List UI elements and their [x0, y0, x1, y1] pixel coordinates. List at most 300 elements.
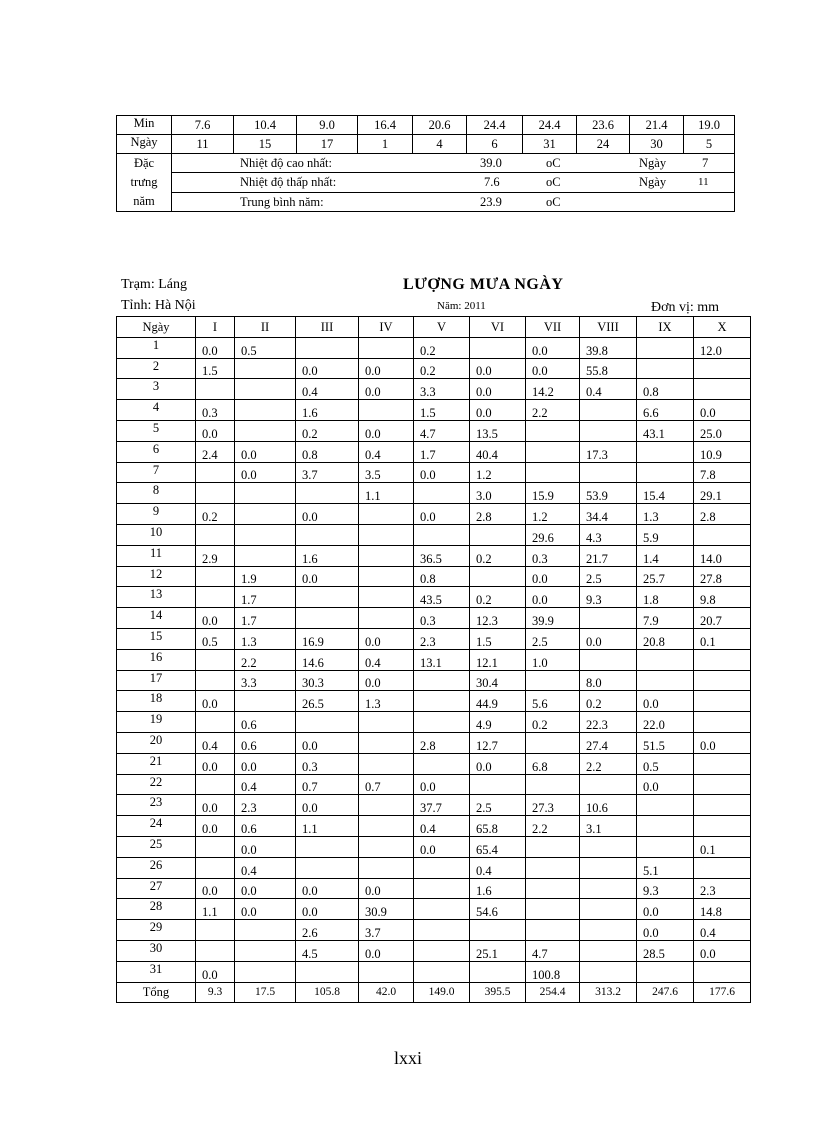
annual-mean-unit: oC: [546, 194, 561, 209]
min-day-row: [117, 135, 735, 154]
rainfall-cell: [359, 587, 414, 608]
annual-max-day: 7: [702, 156, 709, 170]
rainfall-cell: 0.0: [637, 920, 694, 941]
min-value: 9.0: [297, 116, 358, 135]
annual-min-value: 7.6: [484, 175, 500, 190]
rainfall-cell: 9.3: [637, 878, 694, 899]
day-cell: 24: [117, 816, 196, 837]
rainfall-cell: 1.3: [637, 504, 694, 525]
table-row: [117, 670, 751, 691]
rainfall-cell: 0.0: [470, 400, 526, 421]
rainfall-cell: [359, 566, 414, 587]
rainfall-cell: [359, 816, 414, 837]
rainfall-cell: 0.0: [359, 420, 414, 441]
rainfall-cell: 0.7: [359, 774, 414, 795]
rainfall-cell: 2.3: [694, 878, 751, 899]
total-cell: 313.2: [580, 982, 637, 1003]
column-header-month: IX: [637, 317, 694, 338]
rainfall-cell: 14.8: [694, 899, 751, 920]
rainfall-cell: [235, 920, 296, 941]
rainfall-cell: 0.4: [414, 816, 470, 837]
rainfall-cell: 20.8: [637, 628, 694, 649]
rainfall-cell: 25.7: [637, 566, 694, 587]
rainfall-cell: [359, 400, 414, 421]
total-label: Tổng: [117, 982, 196, 1003]
rainfall-cell: [359, 732, 414, 753]
rainfall-cell: 0.0: [359, 358, 414, 379]
min-value: 21.4: [630, 116, 684, 135]
min-row: [117, 116, 735, 135]
rainfall-cell: [580, 920, 637, 941]
rainfall-cell: [526, 732, 580, 753]
rainfall-cell: 51.5: [637, 732, 694, 753]
rainfall-cell: 2.5: [470, 795, 526, 816]
rainfall-cell: 0.0: [296, 566, 359, 587]
rainfall-cell: [235, 961, 296, 982]
table-row: [117, 587, 751, 608]
rainfall-cell: [580, 774, 637, 795]
rainfall-cell: 27.8: [694, 566, 751, 587]
rainfall-cell: [196, 566, 235, 587]
rainfall-cell: 0.4: [235, 774, 296, 795]
rainfall-cell: 0.0: [296, 899, 359, 920]
rainfall-cell: 0.0: [196, 961, 235, 982]
total-cell: 254.4: [526, 982, 580, 1003]
rainfall-cell: 0.4: [470, 857, 526, 878]
rainfall-cell: 5.6: [526, 691, 580, 712]
rainfall-cell: [296, 587, 359, 608]
rainfall-cell: 16.9: [296, 628, 359, 649]
rainfall-cell: 0.2: [580, 691, 637, 712]
rainfall-cell: 20.7: [694, 608, 751, 629]
rainfall-cell: 0.0: [296, 795, 359, 816]
rainfall-cell: 0.0: [196, 337, 235, 358]
rainfall-cell: [414, 940, 470, 961]
total-cell: 395.5: [470, 982, 526, 1003]
rainfall-cell: 0.0: [414, 462, 470, 483]
rainfall-cell: [526, 774, 580, 795]
rainfall-cell: 2.3: [414, 628, 470, 649]
rainfall-cell: 39.9: [526, 608, 580, 629]
min-value: 7.6: [172, 116, 234, 135]
rainfall-cell: 4.7: [414, 420, 470, 441]
rainfall-cell: 5.1: [637, 857, 694, 878]
rainfall-cell: 0.0: [235, 753, 296, 774]
rainfall-cell: 29.1: [694, 483, 751, 504]
rainfall-cell: 2.8: [414, 732, 470, 753]
rainfall-cell: 0.0: [235, 462, 296, 483]
rainfall-cell: 0.0: [470, 753, 526, 774]
day-cell: 31: [117, 961, 196, 982]
rainfall-cell: [414, 878, 470, 899]
page-title: LƯỢNG MƯA NGÀY: [403, 276, 564, 293]
rainfall-cell: 2.2: [526, 400, 580, 421]
unit-label: Đơn vị: mm: [651, 300, 720, 315]
rainfall-cell: [580, 940, 637, 961]
annual-mean-cell: [172, 192, 735, 211]
day-cell: 25: [117, 836, 196, 857]
annual-min-row: [117, 173, 735, 192]
table-row: [117, 899, 751, 920]
rainfall-cell: 14.6: [296, 649, 359, 670]
rainfall-cell: 0.0: [637, 774, 694, 795]
rainfall-cell: 0.0: [196, 795, 235, 816]
table-row: [117, 920, 751, 941]
table-header-row: [117, 317, 751, 338]
rainfall-cell: [637, 337, 694, 358]
annual-mean-value: 23.9: [480, 194, 502, 209]
rainfall-cell: 30.9: [359, 899, 414, 920]
rainfall-cell: 3.7: [359, 920, 414, 941]
table-row: [117, 545, 751, 566]
min-day-value: 15: [234, 135, 297, 154]
rainfall-cell: 29.6: [526, 524, 580, 545]
rainfall-cell: 55.8: [580, 358, 637, 379]
rainfall-cell: 1.1: [296, 816, 359, 837]
annual-min-cell: [172, 173, 735, 192]
day-cell: 12: [117, 566, 196, 587]
rainfall-cell: [359, 857, 414, 878]
day-cell: 15: [117, 628, 196, 649]
rainfall-cell: [196, 774, 235, 795]
rainfall-cell: 0.0: [359, 940, 414, 961]
min-day-value: 5: [684, 135, 735, 154]
rainfall-cell: [470, 337, 526, 358]
rainfall-cell: [196, 712, 235, 733]
day-cell: 20: [117, 732, 196, 753]
table-row: [117, 441, 751, 462]
rainfall-cell: [235, 358, 296, 379]
annual-max-day-label: Ngày: [639, 156, 667, 170]
total-row: [117, 982, 751, 1003]
rainfall-cell: [637, 670, 694, 691]
table-row: [117, 462, 751, 483]
day-cell: 26: [117, 857, 196, 878]
rainfall-cell: [526, 878, 580, 899]
annual-min-label: Nhiệt độ thấp nhất:: [240, 175, 337, 190]
rainfall-cell: 0.0: [637, 899, 694, 920]
rainfall-cell: 15.4: [637, 483, 694, 504]
annual-mean-label: Trung bình năm:: [240, 194, 324, 209]
rainfall-cell: 0.5: [196, 628, 235, 649]
day-cell: 29: [117, 920, 196, 941]
rainfall-cell: 1.6: [296, 400, 359, 421]
table-row: [117, 608, 751, 629]
rainfall-cell: [470, 920, 526, 941]
rainfall-cell: 1.1: [359, 483, 414, 504]
rainfall-cell: 2.9: [196, 545, 235, 566]
rainfall-cell: 0.0: [526, 337, 580, 358]
rainfall-cell: 0.4: [580, 379, 637, 400]
day-cell: 6: [117, 441, 196, 462]
rainfall-cell: 2.8: [694, 504, 751, 525]
rainfall-cell: 40.4: [470, 441, 526, 462]
rainfall-cell: [359, 524, 414, 545]
rainfall-cell: [196, 649, 235, 670]
day-cell: 1: [117, 337, 196, 358]
rainfall-cell: [196, 462, 235, 483]
table-row: [117, 691, 751, 712]
rainfall-cell: 1.2: [470, 462, 526, 483]
rainfall-cell: 2.6: [296, 920, 359, 941]
day-cell: 10: [117, 524, 196, 545]
min-label: Min: [117, 116, 172, 135]
rainfall-cell: [526, 670, 580, 691]
column-header-day: Ngày: [117, 317, 196, 338]
table-row: [117, 753, 751, 774]
daily-rainfall-table: [116, 316, 751, 1003]
rainfall-cell: 12.0: [694, 337, 751, 358]
table-row: [117, 732, 751, 753]
rainfall-cell: [580, 462, 637, 483]
rainfall-cell: 27.4: [580, 732, 637, 753]
rainfall-cell: 43.5: [414, 587, 470, 608]
rainfall-cell: 12.1: [470, 649, 526, 670]
rainfall-cell: [359, 545, 414, 566]
rainfall-cell: [414, 857, 470, 878]
rainfall-cell: 28.5: [637, 940, 694, 961]
table-row: [117, 420, 751, 441]
rainfall-cell: [235, 420, 296, 441]
rainfall-cell: [359, 712, 414, 733]
rainfall-cell: [637, 358, 694, 379]
rainfall-cell: 9.3: [580, 587, 637, 608]
total-cell: 177.6: [694, 982, 751, 1003]
total-cell: 42.0: [359, 982, 414, 1003]
rainfall-cell: 0.0: [470, 358, 526, 379]
rainfall-cell: 0.6: [235, 732, 296, 753]
rainfall-cell: [637, 462, 694, 483]
total-cell: 149.0: [414, 982, 470, 1003]
table-row: [117, 961, 751, 982]
column-header-month: III: [296, 317, 359, 338]
rainfall-cell: 0.1: [694, 836, 751, 857]
rainfall-cell: 1.8: [637, 587, 694, 608]
rainfall-cell: [580, 961, 637, 982]
rainfall-cell: [414, 524, 470, 545]
rainfall-cell: 43.1: [637, 420, 694, 441]
rainfall-cell: 65.8: [470, 816, 526, 837]
rainfall-cell: [470, 566, 526, 587]
province-name: Tỉnh: Hà Nội: [121, 298, 196, 313]
rainfall-cell: 2.4: [196, 441, 235, 462]
temperature-summary-table: [116, 115, 735, 212]
rainfall-cell: 0.5: [235, 337, 296, 358]
rainfall-cell: [694, 712, 751, 733]
rainfall-cell: 0.0: [196, 878, 235, 899]
day-cell: 16: [117, 649, 196, 670]
rainfall-cell: 1.5: [196, 358, 235, 379]
rainfall-cell: [580, 420, 637, 441]
rainfall-cell: 9.8: [694, 587, 751, 608]
min-value: 23.6: [577, 116, 630, 135]
rainfall-cell: 1.2: [526, 504, 580, 525]
rainfall-cell: 2.2: [235, 649, 296, 670]
rainfall-cell: 4.5: [296, 940, 359, 961]
rainfall-cell: [694, 379, 751, 400]
annual-min-day: 11: [698, 176, 709, 189]
rainfall-cell: 30.3: [296, 670, 359, 691]
rainfall-cell: 25.0: [694, 420, 751, 441]
rainfall-cell: [296, 712, 359, 733]
rainfall-cell: 1.6: [470, 878, 526, 899]
table-row: [117, 774, 751, 795]
rainfall-cell: [414, 753, 470, 774]
rainfall-cell: 65.4: [470, 836, 526, 857]
rainfall-cell: 0.0: [296, 878, 359, 899]
rainfall-cell: [526, 857, 580, 878]
rainfall-cell: 0.0: [526, 358, 580, 379]
day-cell: 11: [117, 545, 196, 566]
rainfall-cell: [296, 836, 359, 857]
min-day-value: 17: [297, 135, 358, 154]
rainfall-cell: 0.0: [196, 816, 235, 837]
column-header-month: I: [196, 317, 235, 338]
rainfall-cell: [359, 961, 414, 982]
day-cell: 23: [117, 795, 196, 816]
rainfall-cell: 34.4: [580, 504, 637, 525]
annual-max-unit: oC: [546, 156, 561, 170]
rainfall-cell: 1.6: [296, 545, 359, 566]
rainfall-cell: [196, 587, 235, 608]
total-cell: 9.3: [196, 982, 235, 1003]
rainfall-cell: [580, 857, 637, 878]
rainfall-cell: 39.8: [580, 337, 637, 358]
table-row: [117, 816, 751, 837]
min-value: 20.6: [413, 116, 467, 135]
rainfall-cell: [637, 795, 694, 816]
rainfall-cell: 26.5: [296, 691, 359, 712]
rainfall-cell: 2.5: [526, 628, 580, 649]
rainfall-cell: 1.5: [470, 628, 526, 649]
rainfall-cell: 3.7: [296, 462, 359, 483]
rainfall-cell: 0.0: [296, 732, 359, 753]
table-row: [117, 649, 751, 670]
rainfall-cell: [235, 483, 296, 504]
rainfall-cell: [414, 920, 470, 941]
total-cell: 247.6: [637, 982, 694, 1003]
rainfall-cell: 0.0: [414, 836, 470, 857]
table-row: [117, 628, 751, 649]
rainfall-cell: 10.6: [580, 795, 637, 816]
rainfall-cell: 0.5: [637, 753, 694, 774]
rainfall-cell: 22.3: [580, 712, 637, 733]
day-cell: 5: [117, 420, 196, 441]
rainfall-cell: [637, 649, 694, 670]
min-day-value: 4: [413, 135, 467, 154]
rainfall-cell: 1.1: [196, 899, 235, 920]
rainfall-cell: 37.7: [414, 795, 470, 816]
rainfall-cell: 14.0: [694, 545, 751, 566]
rainfall-cell: [526, 441, 580, 462]
rainfall-cell: 0.2: [526, 712, 580, 733]
rainfall-cell: 0.0: [359, 670, 414, 691]
rainfall-cell: 53.9: [580, 483, 637, 504]
rainfall-cell: 0.0: [414, 774, 470, 795]
rainfall-cell: [580, 400, 637, 421]
rainfall-cell: 0.2: [296, 420, 359, 441]
rainfall-cell: 1.3: [235, 628, 296, 649]
rainfall-cell: [580, 649, 637, 670]
rainfall-cell: 0.0: [694, 940, 751, 961]
min-day-value: 30: [630, 135, 684, 154]
rainfall-cell: [196, 670, 235, 691]
rainfall-cell: [694, 795, 751, 816]
rainfall-cell: [296, 524, 359, 545]
rainfall-cell: 6.6: [637, 400, 694, 421]
rainfall-cell: 0.0: [359, 878, 414, 899]
rainfall-cell: 0.4: [196, 732, 235, 753]
rainfall-cell: [359, 753, 414, 774]
rainfall-cell: 0.3: [196, 400, 235, 421]
rainfall-cell: 0.0: [235, 878, 296, 899]
rainfall-cell: [414, 670, 470, 691]
table-row: [117, 504, 751, 525]
rainfall-cell: [526, 836, 580, 857]
day-cell: 9: [117, 504, 196, 525]
table-row: [117, 483, 751, 504]
rainfall-cell: [414, 712, 470, 733]
station-name: Trạm: Láng: [121, 277, 187, 292]
rainfall-cell: 100.8: [526, 961, 580, 982]
min-day-value: 1: [358, 135, 413, 154]
table-row: [117, 566, 751, 587]
total-cell: 105.8: [296, 982, 359, 1003]
day-cell: 13: [117, 587, 196, 608]
rainfall-cell: 0.2: [470, 545, 526, 566]
day-cell: 28: [117, 899, 196, 920]
rainfall-cell: [694, 816, 751, 837]
rainfall-cell: 0.0: [235, 899, 296, 920]
column-header-month: V: [414, 317, 470, 338]
rainfall-cell: 0.0: [694, 400, 751, 421]
rainfall-cell: 25.1: [470, 940, 526, 961]
rainfall-cell: 1.7: [235, 587, 296, 608]
rainfall-cell: 2.2: [526, 816, 580, 837]
rainfall-cell: 10.9: [694, 441, 751, 462]
page-number: lxxi: [393, 1048, 422, 1068]
rainfall-cell: [296, 961, 359, 982]
rainfall-cell: 2.5: [580, 566, 637, 587]
rainfall-cell: 27.3: [526, 795, 580, 816]
rainfall-cell: 12.7: [470, 732, 526, 753]
rainfall-cell: 0.3: [296, 753, 359, 774]
annual-max-value: 39.0: [480, 156, 502, 170]
rainfall-cell: 3.3: [414, 379, 470, 400]
rainfall-cell: 0.0: [470, 379, 526, 400]
rainfall-cell: [196, 857, 235, 878]
rainfall-cell: 0.0: [296, 504, 359, 525]
day-cell: 27: [117, 878, 196, 899]
table-row: [117, 712, 751, 733]
rainfall-cell: 14.2: [526, 379, 580, 400]
rainfall-cell: [470, 524, 526, 545]
rainfall-cell: 0.0: [196, 420, 235, 441]
rainfall-cell: 0.8: [637, 379, 694, 400]
rainfall-cell: 7.9: [637, 608, 694, 629]
total-cell: 17.5: [235, 982, 296, 1003]
rainfall-cell: [694, 753, 751, 774]
rainfall-cell: 0.2: [196, 504, 235, 525]
annual-max-label: Nhiệt độ cao nhất:: [240, 156, 332, 170]
day-cell: 2: [117, 358, 196, 379]
rainfall-cell: [235, 504, 296, 525]
rainfall-cell: 2.3: [235, 795, 296, 816]
rainfall-cell: 0.8: [296, 441, 359, 462]
rainfall-cell: 0.6: [235, 816, 296, 837]
rainfall-cell: [196, 524, 235, 545]
rainfall-cell: 21.7: [580, 545, 637, 566]
